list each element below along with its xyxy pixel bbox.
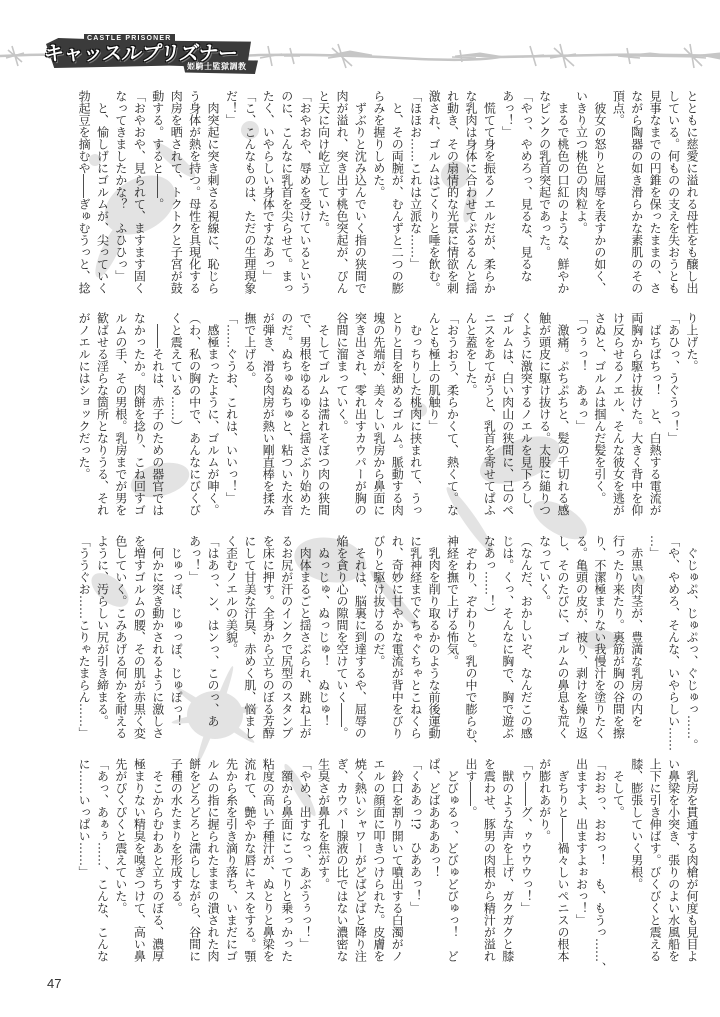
text-column: 「あっ、あぁぅ……、こんな、こんな bbox=[95, 758, 110, 962]
text-column: 感極まったように、ゴルムが呻く。 bbox=[206, 312, 221, 516]
text-column: く歪むノエルの美貌。 bbox=[224, 535, 239, 655]
text-column: なピンクの乳首突起であった。 bbox=[537, 90, 552, 258]
text-column: ながら陶器の如き滑らかな素肌のその bbox=[629, 90, 644, 294]
text-column: 「や、やめろ、そんな、いやらしい…… bbox=[666, 535, 681, 751]
text-column: そしてゴルムは濡れそぼつ肉の狭間 bbox=[316, 312, 331, 516]
text-column: と、その両腕が、むんずと二つの膨 bbox=[390, 90, 405, 294]
text-column: ように、汚らしい尻が引き締まる。 bbox=[95, 535, 110, 727]
text-column: びりと駆け抜けるのだ。 bbox=[371, 535, 386, 667]
text-column: とともに慈愛に溢れる母性をも醸し出 bbox=[685, 90, 699, 294]
text-column: ――それは、赤子のための器官では bbox=[150, 312, 165, 516]
text-column: ばちばちっ！ と、白熱する電流が bbox=[648, 312, 663, 516]
text-column: …」 bbox=[648, 535, 663, 559]
text-tier-2 bbox=[75, 312, 701, 518]
text-column: 勃起豆を摘むや――ぎゅむうっと、捻 bbox=[77, 90, 92, 294]
text-column: 極まりない精臭を嗅ぎつけて、高い鼻 bbox=[132, 758, 147, 962]
text-column: れ、奇妙に甘やかな電流が背中をびり bbox=[390, 535, 405, 739]
text-column: 赤黒い肉茎が、豊満な乳房の内を bbox=[629, 535, 644, 727]
text-column: 餅をどろどろと濡らしながら、谷間に bbox=[187, 758, 202, 962]
text-column: う身体が熱を持つ。母性を具現化する bbox=[187, 90, 202, 294]
text-column: いきり立つ桃色の肉粒よ。 bbox=[574, 90, 589, 234]
text-column: 塊の先端が、美々しい乳房から鼻面に bbox=[371, 312, 386, 516]
text-column: している。何ものの支えを失おうとも bbox=[666, 90, 681, 294]
text-column: 「はあっ、ン、はンっ、このっ、あ bbox=[206, 535, 221, 727]
text-column: 何かに突き動かされるように激しさ bbox=[150, 535, 165, 739]
text-column: で、男根をゆるゆると揺さぶり始めた bbox=[298, 312, 313, 516]
text-column: に乳神経までぐちゃぐちゃとこねくら bbox=[408, 535, 423, 739]
text-column: ぐじゅぷ、じゅぷっ、ぐじゅっ……。 bbox=[685, 535, 699, 751]
text-column: 「やっ、やめろっ、見るな、見るな bbox=[519, 90, 534, 282]
text-column: に……いっぱい……」 bbox=[77, 758, 92, 878]
text-column: んとも極上の肌触り」 bbox=[427, 312, 442, 432]
text-column: だ！」 bbox=[224, 90, 239, 126]
text-column: 「ほほお……これは立派な……」 bbox=[408, 90, 423, 270]
text-column: 「おおっ、おおっ！ も、もうっ……、 bbox=[592, 758, 607, 974]
text-column: （わ、私の胸の中で、あんなにびくび bbox=[187, 312, 202, 516]
text-column: 「おやおや、辱めを受けているという bbox=[298, 90, 313, 294]
text-column: を床に押す。全身から立ちのぼる芳醇 bbox=[261, 535, 276, 739]
text-column: 「こ、こんなものは、ただの生理現象 bbox=[242, 90, 257, 294]
text-column: 「つぅっ！ あぁっ」 bbox=[574, 312, 589, 432]
text-column: くと震えている……） bbox=[169, 312, 184, 432]
text-column: 膝、膨張していく男根。 bbox=[629, 758, 644, 890]
text-column: り、不潔極まりない我慢汁を塗りたく bbox=[592, 535, 607, 739]
text-column: 肉体まるごと揺さぶられ、跳ね上が bbox=[298, 535, 313, 739]
text-column: じゅっぽ、じゅっぽ、じゅぽっ！ bbox=[169, 535, 184, 727]
text-column: 触が頭皮に駆け抜ける。太股に縋りつ bbox=[537, 312, 552, 516]
text-column: 焼く熱いシャワーがどばどばと降り注 bbox=[353, 758, 368, 962]
text-column: 慌てて身を振るノエルだが、柔らか bbox=[482, 90, 497, 294]
text-column: ぬっじゅ、ぬっじゅ！ ぬじゅ！ bbox=[316, 535, 331, 727]
text-column: 先から糸を引き滴り落ち、いまだにゴ bbox=[224, 758, 239, 962]
text-column: なってきましたかな？ ふひひっ」 bbox=[113, 90, 128, 282]
text-column: ルムの手、その男根。乳房までが男を bbox=[113, 312, 128, 516]
series-logo bbox=[40, 30, 265, 78]
text-column: と天に向け屹立していた。 bbox=[316, 90, 331, 234]
text-column: 乳房を貫通する肉槍が何度も見目よ bbox=[685, 758, 699, 962]
text-column: じは。くっ、そんなに胸で、胸で遊ぶ bbox=[500, 535, 515, 739]
logo-english-title: CASTLE PRISONER bbox=[84, 34, 175, 43]
text-column: 色していく。こみあげる何かを耐える bbox=[113, 535, 128, 739]
text-column: そこからむわあと立ちのぼる、濃厚 bbox=[150, 758, 165, 962]
text-column: どびゅるっ、どびゅどびゅっ！ ど bbox=[445, 758, 460, 962]
text-column: なあっ……！） bbox=[482, 535, 497, 619]
text-column: り上げた。 bbox=[685, 312, 699, 372]
text-column: 上下に引き伸ばす。びくびくと震える bbox=[648, 758, 663, 962]
text-column: 肉が溢れ、突き出す桃色突起が、ぴん bbox=[334, 90, 349, 294]
text-column: （なんだ、おかしいぞ、なんだこの感 bbox=[519, 535, 534, 739]
text-column: 獣のような声を上げ、ガクガクと膝 bbox=[500, 758, 515, 962]
text-column: 粘度の高い子種汁が、ぬとりと鼻梁を bbox=[261, 758, 276, 962]
text-column: 先がぴくぴくと震えていた。 bbox=[113, 758, 128, 914]
text-column: 額から鼻面にこってりと乗っかった bbox=[279, 758, 294, 962]
text-column: ぎ、カウパー腺液の比ではない濃密な bbox=[334, 758, 349, 962]
text-column: 行ったり来たり。裏筋が胸の谷間を擦 bbox=[611, 535, 626, 739]
text-column: エルの顔面に叩きつけられた。皮膚を bbox=[371, 758, 386, 962]
text-column: 神経を撫で上げる怖気。 bbox=[445, 535, 460, 667]
text-column: 激痛。ぷちぷちと、髪の千切れる感 bbox=[556, 312, 571, 516]
text-column: ずぶりと沈み込んでいく指の狭間で bbox=[353, 90, 368, 294]
text-column: 谷間に溜まっていく。 bbox=[334, 312, 349, 432]
text-column: 撫で上げる。 bbox=[242, 312, 257, 384]
text-column: 「……ぐうお、これは、いいっ！」 bbox=[224, 312, 239, 504]
text-column: 頂点。 bbox=[611, 90, 626, 126]
text-column: 子種の水たまりを形成する。 bbox=[169, 758, 184, 914]
text-column: 見事なまでの円錐を保ったままの、さ bbox=[648, 90, 663, 294]
text-column: し、そのたびに、ゴルムの鼻息も荒く bbox=[556, 535, 571, 739]
text-column: 両胸から駆け抜けた。大きく背中を仰 bbox=[629, 312, 644, 516]
text-column: 「あひっ、うぐうっ！」 bbox=[666, 312, 681, 444]
text-tier-3 bbox=[75, 535, 701, 751]
text-column: け反らせるノエル、そんな彼女を逃が bbox=[611, 312, 626, 516]
text-column: のに、こんなに乳首を尖らせて。まっ bbox=[279, 90, 294, 294]
text-column: それは、脳裏に到達するや、屈辱の bbox=[353, 535, 368, 739]
text-column: 「ウ――グ、ゥウウウっ！」 bbox=[519, 758, 534, 914]
text-column: とりと目を細めるゴルム。脈動する肉 bbox=[390, 312, 405, 516]
text-column: 突き出され、零れ出すカウパーが胸の bbox=[353, 312, 368, 516]
text-column: を増すゴルムの腰、その肌が赤黒く変 bbox=[132, 535, 147, 739]
text-column: 肉突起に突き刺さる視線に、恥じら bbox=[206, 90, 221, 294]
text-column: 歓ばせる淫らな箇所となりうる、それ bbox=[95, 312, 110, 516]
text-column: なかったか。肉餅を捻り、こね回すゴ bbox=[132, 312, 147, 516]
text-column: 流れて、艶やかな唇にキスをする。顎 bbox=[242, 758, 257, 962]
text-column: い鼻梁を小突き、張りのよい水風船を bbox=[666, 758, 681, 962]
text-tier-4 bbox=[75, 758, 701, 974]
text-column: 彼女の怒りと屈辱を表すかの如く、 bbox=[592, 90, 607, 294]
text-column: 肉房を晒されて、トクトクと子宮が鼓 bbox=[169, 90, 184, 294]
text-column: 激され、ゴルムはごくりと唾を飲む。 bbox=[427, 90, 442, 294]
text-column: ぞわり、ぞわりと。乳の中で膨らむ、 bbox=[463, 535, 478, 751]
text-column: 「ううぐお……こりゃたまらん……」 bbox=[77, 535, 92, 739]
text-column: 「おうおう、柔らかくて、熱くて。な bbox=[445, 312, 460, 516]
text-column: んと蓋をした。 bbox=[463, 312, 478, 396]
text-column: が弾き、滑る肉房が熱い剛直棒を揉み bbox=[261, 312, 276, 516]
text-tier-1 bbox=[75, 90, 701, 296]
text-column: にして甘美な汗臭、赤めく肌、悩まし bbox=[242, 535, 257, 739]
text-column: ゴルムは、白い肉山の狭間に、己のペ bbox=[500, 312, 515, 516]
text-column: を震わせ、豚男の肉根から精汁が溢れ bbox=[482, 758, 497, 962]
text-column: が膨れあがり。 bbox=[537, 758, 552, 842]
text-column: たく、いやらしい身体ですなあっ」 bbox=[261, 90, 276, 282]
text-column: 出す――。 bbox=[463, 758, 478, 818]
text-column: 焔を貪り心の隙間を空けていく――。 bbox=[334, 535, 349, 739]
text-column: まるで桃色の口紅のような、鮮やか bbox=[556, 90, 571, 294]
text-column: る。亀頭の皮が、被り、剥けを繰り返 bbox=[574, 535, 589, 739]
text-column: ルムの指に握られたままの潰された肉 bbox=[206, 758, 221, 962]
text-column: 鈴口を割り開いて噴出する白濁がノ bbox=[390, 758, 405, 962]
text-column: あっ！」 bbox=[187, 535, 202, 583]
text-column: ぎちりと――禍々しいペニスの根本 bbox=[556, 758, 571, 962]
text-column: くように激突するノエルを見下ろし、 bbox=[519, 312, 534, 516]
text-column: れ動き、その扇情的な光景に情欲を刺 bbox=[445, 90, 460, 294]
text-column: のだ。ぬちゅぬちゅと、粘ついた水音 bbox=[279, 312, 294, 516]
text-column: さぬと、ゴルムは掴んだ髪を引く。 bbox=[592, 312, 607, 504]
text-column: 乳肉を削り取るかのような前後運動 bbox=[427, 535, 442, 739]
text-column: むっちりした桃肉に挟まれて、うっ bbox=[408, 312, 423, 516]
text-column: 「やめ、出すなっ、あぶうぅっ！」 bbox=[298, 758, 313, 950]
text-column: ニスをあてがうと、乳首を寄せてぱふ bbox=[482, 312, 497, 516]
text-column: がノエルにはショックだった。 bbox=[77, 312, 92, 480]
text-column: そして。 bbox=[611, 758, 626, 818]
text-column: 出ますよ、出ますよぉおっ！」 bbox=[574, 758, 589, 926]
logo-title: キャッスルプリズナー bbox=[42, 41, 239, 65]
text-column: と、愉しげにゴルムが、尖っていく bbox=[95, 90, 110, 294]
text-column: 「おやおや、見られて、ますます固く bbox=[132, 90, 147, 294]
text-column: らみを握りしめた。 bbox=[371, 90, 386, 198]
text-column: あっ！」 bbox=[500, 90, 515, 138]
text-column: なっていく。 bbox=[537, 535, 552, 607]
text-column: 動する。すると――。 bbox=[150, 90, 165, 210]
text-column: ぱ、どばああああっ！ bbox=[427, 758, 442, 878]
text-column: るお尻が汗のインクで尻型のスタンプ bbox=[279, 535, 294, 739]
page-number: 47 bbox=[47, 976, 62, 991]
text-column: な乳肉は身体に合わせてぷるるんと揺 bbox=[463, 90, 478, 294]
text-column: 生臭さが鼻孔を焦がす。 bbox=[316, 758, 331, 890]
text-column: 「くああっ!? ひああっ！」 bbox=[408, 758, 423, 914]
logo-subtitle: 姫騎士監獄調教 bbox=[187, 62, 247, 71]
